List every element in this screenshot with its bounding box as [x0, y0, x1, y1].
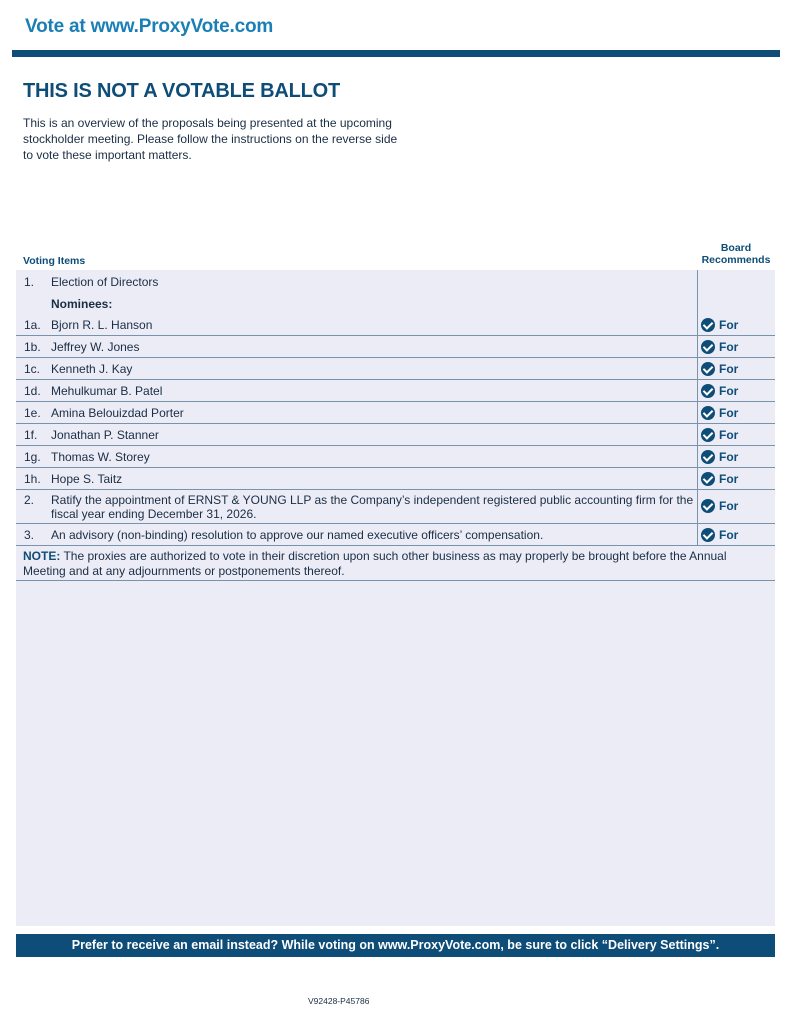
delivery-settings-banner: Prefer to receive an email instead? While voting on www.ProxyVote.com, be sure to click “Delivery Settings”. [16, 934, 775, 957]
item-number: 3. [24, 528, 35, 542]
top-rule [12, 50, 780, 57]
recommendation-label: For [719, 340, 739, 354]
board-recommends-header [697, 242, 775, 266]
item-description: Bjorn R. L. Hanson [51, 318, 153, 332]
recommendation [701, 528, 738, 542]
check-circle-icon [701, 406, 715, 420]
voting-items-header: Voting Items [23, 255, 86, 267]
item-number: 1a. [24, 318, 41, 332]
item-description: Thomas W. Storey [51, 450, 150, 464]
item-number: 1f. [24, 428, 38, 442]
recommendation-label: For [719, 428, 739, 442]
nominees-label: Nominees: [51, 297, 113, 311]
check-circle-icon [701, 340, 715, 354]
recommendation-label: For [719, 472, 739, 486]
check-circle-icon [701, 428, 715, 442]
intro-text: This is an overview of the proposals being presented at the upcoming stockholder meeting. Please follow the instructions on the reverse side to vote these important matters. [23, 116, 398, 162]
item-description: Mehulkumar B. Patel [51, 384, 163, 398]
recommendation [701, 450, 738, 464]
recommendation [701, 362, 738, 376]
table-row [16, 446, 775, 468]
item-description: Hope S. Taitz [51, 472, 123, 486]
recommendation-label: For [719, 362, 739, 376]
table-row [16, 490, 775, 524]
election-row [16, 275, 775, 291]
item-number: 2. [24, 493, 35, 507]
check-circle-icon [701, 499, 715, 513]
item-description: Election of Directors [51, 275, 159, 289]
item-number: 1e. [24, 406, 41, 420]
note-block [16, 548, 775, 581]
recommendation [701, 472, 738, 486]
recommendation-label: For [719, 384, 739, 398]
table-row [16, 468, 775, 490]
board-header-line1: Board [720, 242, 752, 254]
table-row [16, 358, 775, 380]
note-text: The proxies are authorized to vote in their discretion upon such other business as may properly be brought before the Annual Meeting and at any adjournments or postponements thereof. [23, 549, 727, 578]
table-row [16, 314, 775, 336]
item-number: 1c. [24, 362, 41, 376]
recommendation [701, 499, 738, 513]
table-row [16, 336, 775, 358]
nominees-row [16, 297, 775, 313]
check-circle-icon [701, 472, 715, 486]
recommendation [701, 406, 738, 420]
recommendation [701, 318, 738, 332]
item-description: An advisory (non-binding) resolution to approve our named executive officers’ compensation. [51, 528, 544, 542]
recommendation [701, 340, 738, 354]
check-circle-icon [701, 318, 715, 332]
table-row [16, 380, 775, 402]
document-code: V92428-P45786 [308, 996, 370, 1006]
recommendation-label: For [719, 450, 739, 464]
item-description: Jonathan P. Stanner [51, 428, 159, 442]
item-number: 1d. [24, 384, 41, 398]
recommendation-label: For [719, 318, 739, 332]
check-circle-icon [701, 384, 715, 398]
item-number: 1g. [24, 450, 41, 464]
check-circle-icon [701, 362, 715, 376]
table-row [16, 402, 775, 424]
recommendation [701, 384, 738, 398]
table-row [16, 524, 775, 546]
item-description: Ratify the appointment of ERNST & YOUNG LLP as the Company’s independent registered public accounting firm for the fiscal year ending December 31, 2026. [51, 493, 694, 521]
item-description: Amina Belouizdad Porter [51, 406, 184, 420]
recommendation-label: For [719, 499, 739, 513]
board-header-line2: Recommends [701, 254, 771, 266]
item-description: Kenneth J. Kay [51, 362, 133, 376]
check-circle-icon [701, 450, 715, 464]
vote-url-header[interactable]: Vote at www.ProxyVote.com [25, 16, 274, 37]
recommendation-label: For [719, 528, 739, 542]
page-title: THIS IS NOT A VOTABLE BALLOT [23, 80, 340, 102]
item-number: 1h. [24, 472, 41, 486]
item-description: Jeffrey W. Jones [51, 340, 140, 354]
recommendation-label: For [719, 406, 739, 420]
recommendation [701, 428, 738, 442]
note-label: NOTE: [23, 549, 61, 563]
item-number: 1. [24, 275, 35, 289]
check-circle-icon [701, 528, 715, 542]
item-number: 1b. [24, 340, 41, 354]
table-row [16, 424, 775, 446]
